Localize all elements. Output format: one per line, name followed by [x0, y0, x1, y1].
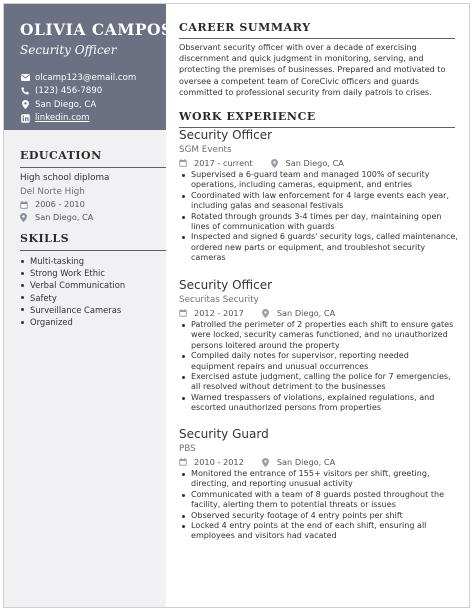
- phone-text: (123) 456-7890: [35, 86, 103, 96]
- company-name: SGM Events: [179, 145, 232, 155]
- skill-item: Surveillance Cameras: [20, 304, 158, 316]
- job-meta: [179, 157, 464, 169]
- contact-email[interactable]: [20, 71, 166, 84]
- job-entry: [179, 427, 464, 542]
- skill-item: Verbal Communication: [20, 279, 158, 291]
- location-text: San Diego, CA: [35, 99, 97, 110]
- summary-section: [179, 21, 464, 98]
- job-dates: 2017 - current: [194, 158, 253, 168]
- experience-heading: WORK EXPERIENCE: [179, 110, 316, 123]
- map-pin-icon: [271, 159, 281, 168]
- email-text: olcamp123@email.com: [35, 72, 137, 83]
- bullet-item: Locked 4 entry points at the end of each shift, ensuring all employees and visitors had vacated: [179, 521, 464, 542]
- bullet-item: Monitored the entrance of 155+ visitors per shift, greeting, directing, and reporting unusual activity: [179, 469, 464, 490]
- skill-item: Multi-tasking: [20, 255, 158, 267]
- school-name: Del Norte High: [20, 187, 85, 197]
- job-location: San Diego, CA: [262, 307, 335, 319]
- contact-list: [20, 71, 166, 125]
- job-title: Security Officer: [179, 278, 273, 292]
- candidate-name: OLIVIA CAMPOS: [20, 20, 173, 39]
- skill-item: Organized: [20, 316, 158, 328]
- bullet-item: Communicated with a team of 8 guards posted throughout the facility, alerting them to potential threats or issues: [179, 490, 464, 511]
- bullet-item: Inspected and signed 6 guards' security logs, called maintenance, ordered new parts or equipment, and troubleshot security cameras: [179, 232, 464, 263]
- job-dates: 2012 - 2017: [194, 308, 244, 318]
- link-icon: [20, 114, 30, 123]
- bullet-item: Patrolled the perimeter of 2 properties each shift to ensure gates were locked, security cameras functioned, and no unauthorized persons loitered around the property: [179, 320, 464, 351]
- contact-link[interactable]: [20, 112, 166, 125]
- job-bullets: [179, 469, 464, 542]
- skills-divider: [20, 250, 166, 251]
- link-text: linkedin.com: [35, 113, 90, 123]
- calendar-icon: [179, 458, 189, 466]
- summary-divider: [179, 38, 455, 39]
- bullet-item: Warned trespassers of violations, explained regulations, and escorted unauthorized persons from properties: [179, 393, 464, 414]
- calendar-icon: [20, 201, 30, 209]
- bullet-item: Supervised a 6-guard team and managed 100% of security operations, including cameras, equipment, and entries: [179, 170, 464, 191]
- sidebar: [4, 4, 173, 607]
- map-pin-icon: [20, 213, 30, 222]
- company-name: PBS: [179, 444, 196, 454]
- experience-section: [179, 110, 464, 128]
- bullet-item: Exercised astute judgment, calling the police for 7 emergencies, all resolved without detriment to the businesses: [179, 372, 464, 393]
- job-entry: [179, 278, 464, 414]
- skills-heading: SKILLS: [20, 232, 70, 245]
- bullet-item: Compiled daily notes for supervisor, reporting needed equipment repairs and unusual occurrences: [179, 351, 464, 372]
- summary-text: Observant security officer with over a decade of exercising discernment and quick judgment in monitoring, serving, and protecting the premises of businesses. Prepared and motivated to oversee a competent team of CoreCivic officers and guards committed to professional security from daily patrols to crises.: [179, 43, 446, 97]
- summary-heading: CAREER SUMMARY: [179, 21, 311, 34]
- job-location: San Diego, CA: [271, 157, 344, 169]
- job-entry: [179, 128, 464, 264]
- skill-item: Strong Work Ethic: [20, 267, 158, 279]
- job-dates: 2010 - 2012: [194, 457, 244, 467]
- contact-phone[interactable]: [20, 85, 166, 98]
- calendar-icon: [179, 159, 189, 167]
- skills-list: [20, 255, 158, 328]
- calendar-icon: [179, 309, 189, 317]
- education-dates: 2006 - 2010: [20, 198, 158, 211]
- degree: High school diploma: [20, 173, 110, 183]
- bullet-item: Coordinated with law enforcement for 4 large events each year, including galas and seasonal festivals: [179, 191, 464, 212]
- education-divider: [20, 167, 166, 168]
- contact-location: [20, 98, 166, 111]
- skill-item: Safety: [20, 292, 158, 304]
- job-title: Security Officer: [179, 128, 273, 142]
- job-meta: [179, 307, 464, 319]
- job-meta: [179, 456, 464, 468]
- candidate-role: Security Officer: [20, 43, 117, 57]
- job-bullets: [179, 320, 464, 414]
- map-pin-icon: [262, 309, 272, 318]
- skills-section: [20, 232, 158, 328]
- map-pin-icon: [20, 100, 30, 109]
- bullet-item: Rotated through grounds 3-4 times per day, maintaining open lines of communication with guards: [179, 212, 464, 233]
- education-section: [20, 149, 158, 224]
- bullet-item: Observed security footage of 4 entry points per shift: [179, 511, 464, 521]
- phone-icon: [20, 87, 30, 95]
- job-bullets: [179, 170, 464, 264]
- education-location: San Diego, CA: [20, 211, 158, 224]
- envelope-icon: [20, 74, 30, 81]
- company-name: Securitas Security: [179, 295, 259, 305]
- job-location: San Diego, CA: [262, 456, 335, 468]
- map-pin-icon: [262, 458, 272, 467]
- job-title: Security Guard: [179, 427, 269, 441]
- education-heading: EDUCATION: [20, 149, 102, 162]
- sidebar-header: [4, 4, 173, 130]
- resume-page: [3, 3, 470, 608]
